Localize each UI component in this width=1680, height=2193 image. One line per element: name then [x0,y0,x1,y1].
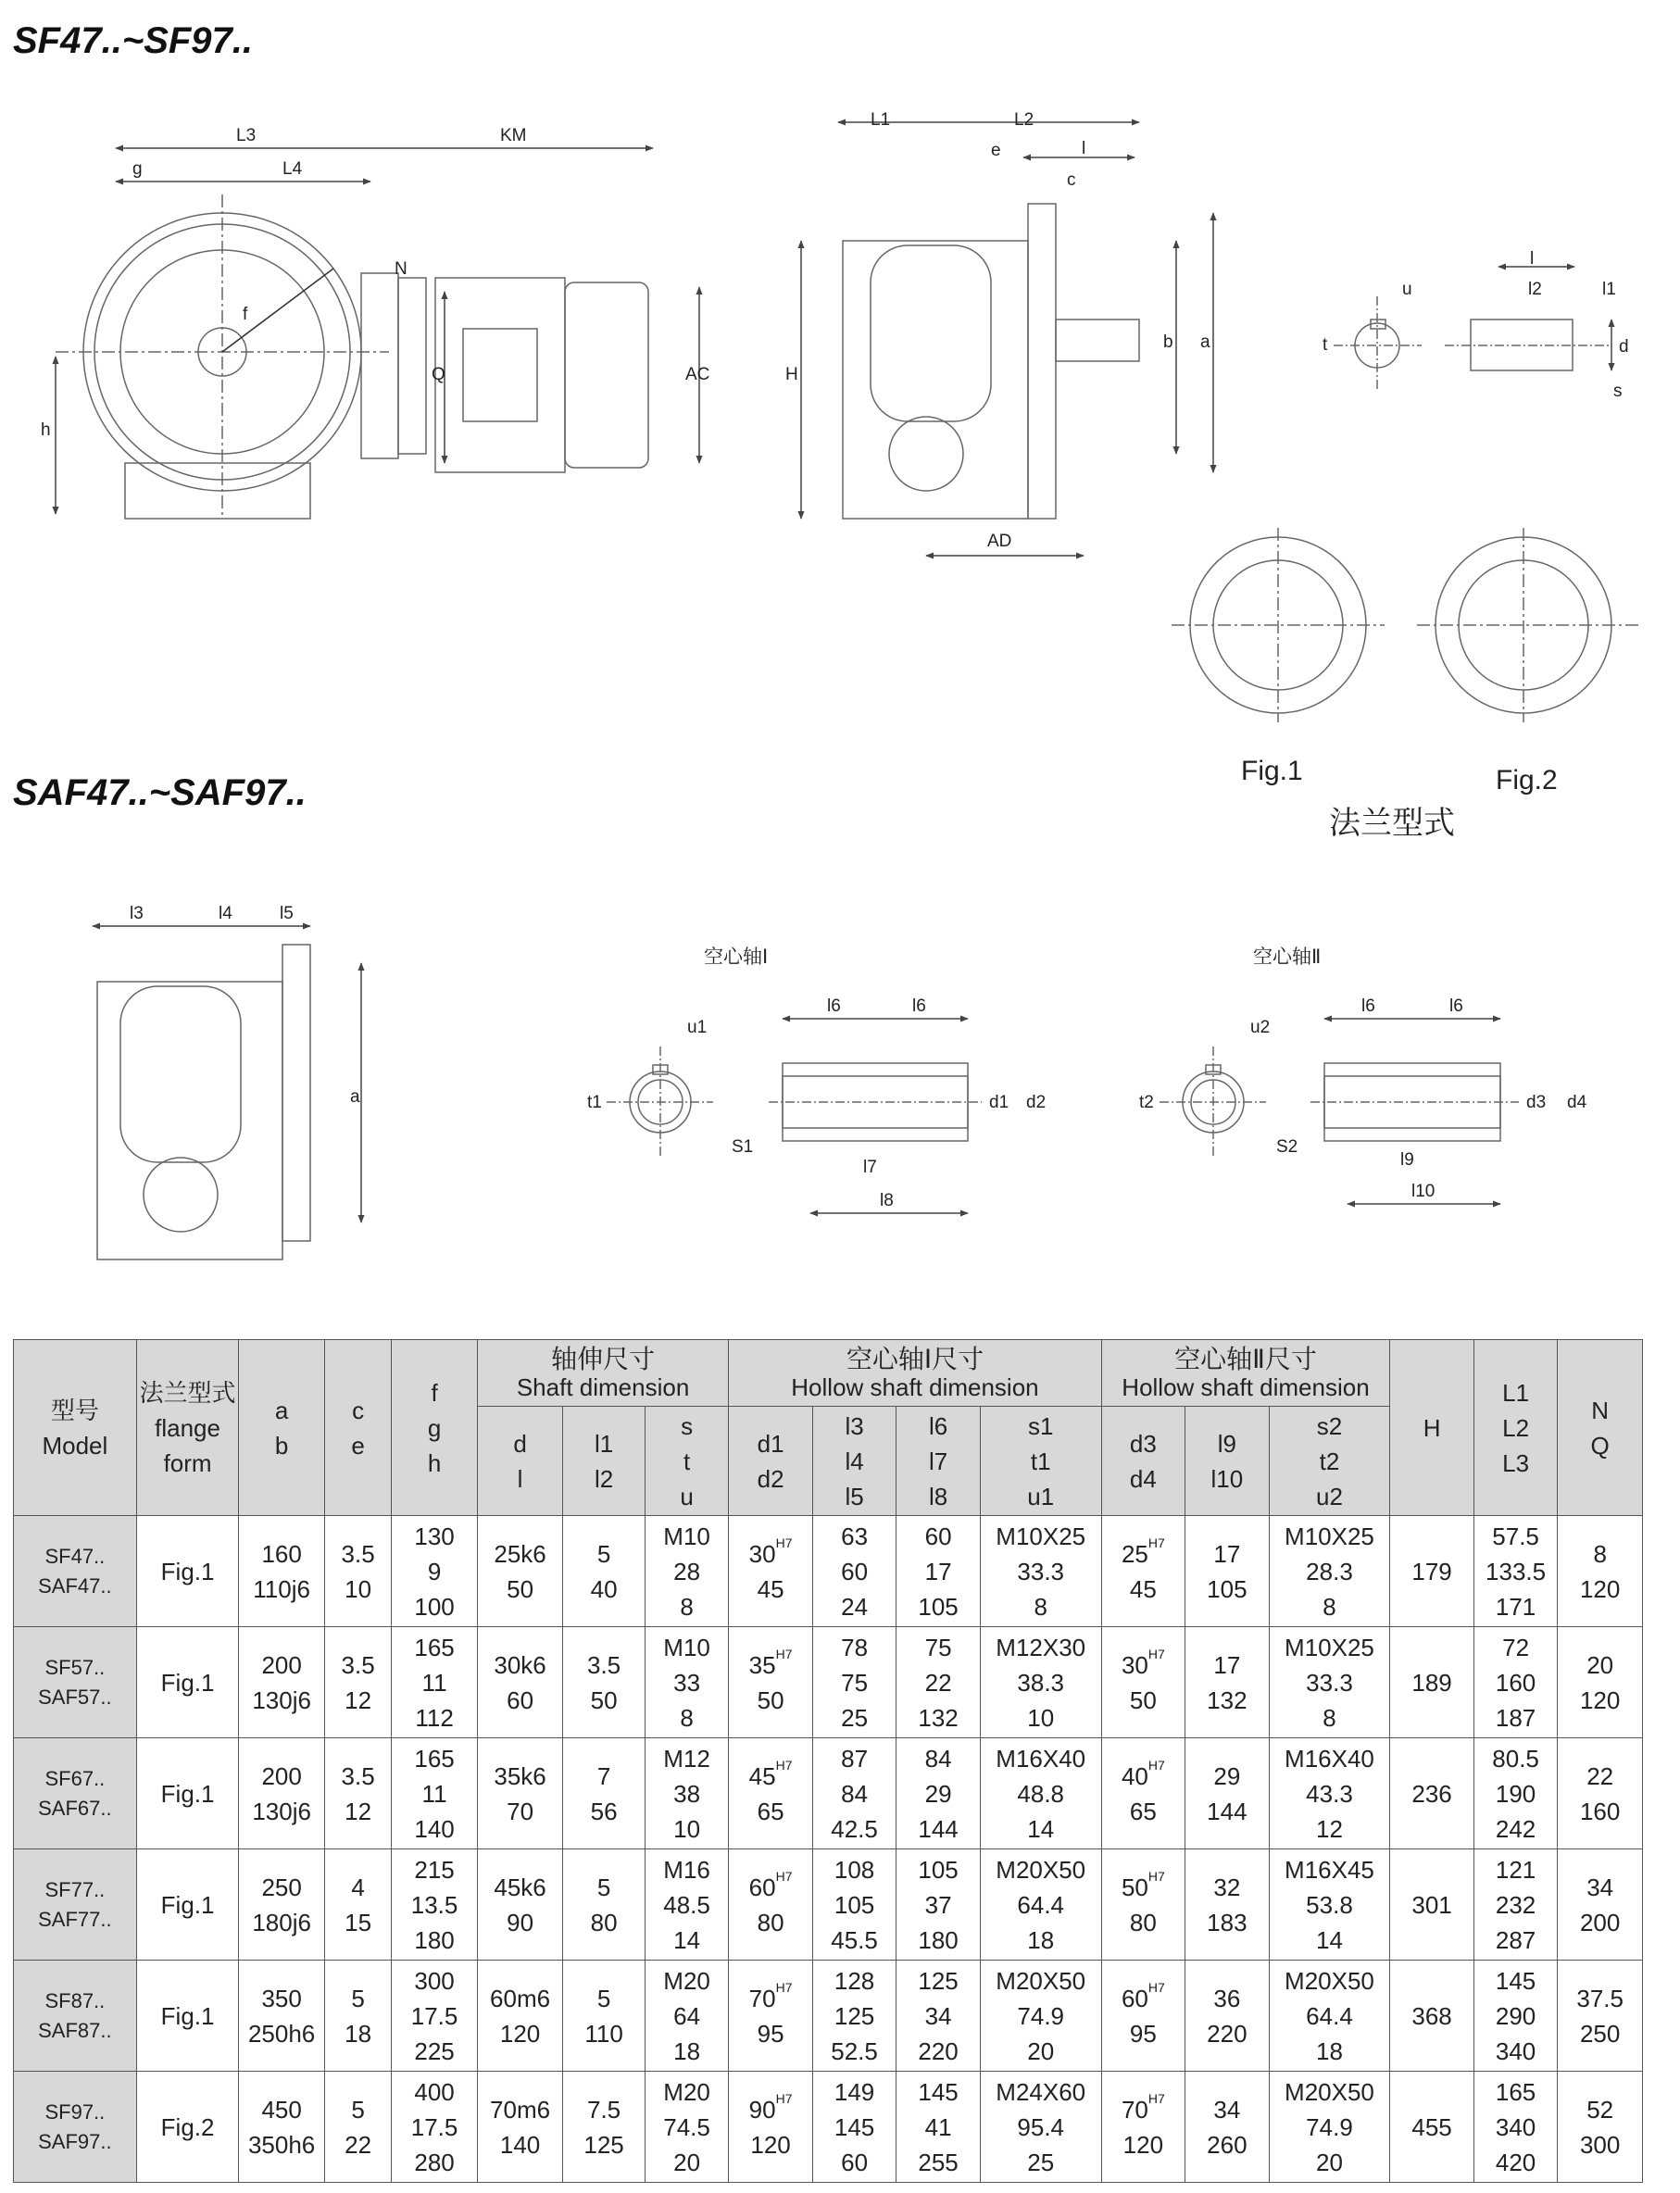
dim-label-u1: u1 [687,1018,708,1037]
flange-form-cn-label: 法兰型式 [1329,806,1455,841]
cell-NQ: 52 300 [1558,2072,1643,2183]
cell-d3d4: $50^{H7}$ 80 [1101,1849,1185,1961]
cell-s1t1u1: M16X40 48.8 14 [980,1738,1101,1849]
cell-l9l10: 29 144 [1185,1738,1270,1849]
dim-label-d4: d4 [1567,1093,1587,1112]
dim-label-L3: L3 [236,126,257,145]
cell-l3l4l5: 108 105 45.5 [812,1849,896,1961]
cell-dl: 30k6 60 [477,1627,563,1738]
cell-l6l7l8: 145 41 255 [896,2072,981,2183]
dim-label-l9: l9 [1400,1150,1414,1170]
cell-l3l4l5: 149 145 60 [812,2072,896,2183]
cell-flange-form: Fig.1 [136,1516,239,1627]
dim-label-t: t [1323,335,1328,355]
table-row [14,1738,1643,1849]
dim-label-d2: d2 [1026,1093,1047,1112]
cell-d1d2: $45^{H7}$ 65 [729,1738,813,1849]
fig1-label: Fig.1 [1241,756,1303,786]
cell-s1t1u1: M10X25 33.3 8 [980,1516,1101,1627]
cell-s2t2u2: M10X25 33.3 8 [1269,1627,1390,1738]
cell-H: 236 [1390,1738,1474,1849]
header-l9l10: l9 l10 [1185,1407,1270,1516]
cell-dl: 45k6 90 [477,1849,563,1961]
dim-label-l1: l1 [1602,280,1616,299]
cell-l3l4l5: 128 125 52.5 [812,1961,896,2072]
dim-label-c: c [1067,170,1076,190]
cell-model: SF67.. SAF67.. [14,1738,137,1849]
header-d3d4: d3 d4 [1101,1407,1185,1516]
dim-label-l2: l2 [1528,280,1542,299]
cell-d1d2: $35^{H7}$ 50 [729,1627,813,1738]
dim-label-l10: l10 [1411,1182,1436,1201]
dim-label-l7: l7 [863,1158,877,1177]
cell-fgh: 130 9 100 [392,1516,478,1627]
header-hollow-shaft-2: 空心轴Ⅱ尺寸 Hollow shaft dimension [1101,1340,1390,1407]
cell-ce: 3.5 12 [324,1738,391,1849]
cell-l6l7l8: 105 37 180 [896,1849,981,1961]
cell-l3l4l5: 78 75 25 [812,1627,896,1738]
dim-label-l: l [1082,139,1086,158]
table-body [14,1516,1643,2183]
dim-label-l6-a: l6 [827,996,841,1016]
dim-label-h: h [41,420,51,440]
hollow-shaft-1-drawing [607,1019,982,1213]
cell-flange-form: Fig.1 [136,1849,239,1961]
cell-ce: 3.5 10 [324,1516,391,1627]
dim-label-u: u [1402,280,1412,299]
dim-label-l8: l8 [880,1191,894,1210]
cell-NQ: 37.5 250 [1558,1961,1643,2072]
cell-flange-form: Fig.1 [136,1961,239,2072]
dim-label-f: f [243,305,248,324]
header-d1d2: d1 d2 [729,1407,813,1516]
cell-l1l2: 5 40 [563,1516,646,1627]
table-header [14,1340,1643,1516]
cell-dl: 70m6 140 [477,2072,563,2183]
cell-d3d4: $40^{H7}$ 65 [1101,1738,1185,1849]
cell-l3l4l5: 63 60 24 [812,1516,896,1627]
cell-model: SF47.. SAF47.. [14,1516,137,1627]
dim-label-l6-b: l6 [912,996,926,1016]
cell-d3d4: $30^{H7}$ 50 [1101,1627,1185,1738]
table-row [14,1961,1643,2072]
cell-l1l2: 5 110 [563,1961,646,2072]
fig2-label: Fig.2 [1496,765,1558,796]
cell-L123: 121 232 287 [1473,1849,1558,1961]
cell-l1l2: 3.5 50 [563,1627,646,1738]
cell-L123: 80.5 190 242 [1473,1738,1558,1849]
cell-l9l10: 34 260 [1185,2072,1270,2183]
cell-l9l10: 17 105 [1185,1516,1270,1627]
cell-l1l2: 5 80 [563,1849,646,1961]
table-row [14,1627,1643,1738]
header-dl: d l [477,1407,563,1516]
header-l3l4l5: l3 l4 l5 [812,1407,896,1516]
dim-label-s: s [1613,382,1623,401]
cell-s1t1u1: M12X30 38.3 10 [980,1627,1101,1738]
cell-fgh: 300 17.5 225 [392,1961,478,2072]
dim-label-u2: u2 [1250,1018,1271,1037]
dimension-table [13,1339,1643,2183]
dim-label-l6-c: l6 [1361,996,1375,1016]
cell-stu: M16 48.5 14 [645,1849,729,1961]
header-H: H [1390,1340,1474,1516]
hollow-shaft-2-drawing [1160,1019,1519,1204]
cell-L123: 72 160 187 [1473,1627,1558,1738]
dim-label-t1: t1 [587,1093,602,1112]
cell-s2t2u2: M20X50 74.9 20 [1269,2072,1390,2183]
cell-l1l2: 7 56 [563,1738,646,1849]
sf-series-heading: SF47..~SF97.. [13,20,254,61]
cell-s2t2u2: M16X40 43.3 12 [1269,1738,1390,1849]
header-flange-form: 法兰型式 flange form [136,1340,239,1516]
table-row [14,1516,1643,1627]
header-fgh: f g h [392,1340,478,1516]
sf-front-view-drawing [56,148,699,519]
dim-label-e: e [991,141,1001,160]
cell-fgh: 165 11 140 [392,1738,478,1849]
cell-stu: M10 33 8 [645,1627,729,1738]
cell-d1d2: $30^{H7}$ 45 [729,1516,813,1627]
cell-s2t2u2: M10X25 28.3 8 [1269,1516,1390,1627]
cell-stu: M20 64 18 [645,1961,729,2072]
header-shaft-dimension: 轴伸尺寸 Shaft dimension [477,1340,729,1407]
header-NQ: N Q [1558,1340,1643,1516]
dim-label-L4: L4 [282,159,303,179]
cell-ce: 4 15 [324,1849,391,1961]
cell-ce: 5 22 [324,2072,391,2183]
cell-dl: 35k6 70 [477,1738,563,1849]
header-model: 型号 Model [14,1340,137,1516]
dim-label-g: g [132,159,143,179]
cell-ab: 200 130j6 [239,1627,325,1738]
cell-H: 179 [1390,1516,1474,1627]
dim-label-AD: AD [987,532,1012,551]
saf-series-heading: SAF47..~SAF97.. [13,772,307,813]
cell-fgh: 400 17.5 280 [392,2072,478,2183]
cell-fgh: 215 13.5 180 [392,1849,478,1961]
cell-model: SF77.. SAF77.. [14,1849,137,1961]
cell-ab: 250 180j6 [239,1849,325,1961]
cell-L123: 145 290 340 [1473,1961,1558,2072]
dim-label-l4: l4 [219,904,232,923]
cell-stu: M20 74.5 20 [645,2072,729,2183]
cell-NQ: 34 200 [1558,1849,1643,1961]
cell-l6l7l8: 125 34 220 [896,1961,981,2072]
dim-label-L1: L1 [871,110,891,130]
dim-label-d3: d3 [1526,1093,1547,1112]
dim-label-S1: S1 [732,1137,754,1157]
cell-d3d4: $60^{H7}$ 95 [1101,1961,1185,2072]
cell-s1t1u1: M24X60 95.4 25 [980,2072,1101,2183]
cell-l1l2: 7.5 125 [563,2072,646,2183]
cell-ab: 350 250h6 [239,1961,325,2072]
header-l6l7l8: l6 l7 l8 [896,1407,981,1516]
dim-label-L2: L2 [1014,110,1034,130]
header-s1t1u1: s1 t1 u1 [980,1407,1101,1516]
header-s2t2u2: s2 t2 u2 [1269,1407,1390,1516]
cell-l9l10: 32 183 [1185,1849,1270,1961]
cell-l6l7l8: 75 22 132 [896,1627,981,1738]
dim-label-AC: AC [685,365,710,384]
cell-model: SF87.. SAF87.. [14,1961,137,2072]
flange-fig2-drawing [1417,528,1639,722]
dim-label-a: a [1200,332,1210,352]
dim-label-N: N [395,259,407,279]
dim-label-b: b [1163,332,1173,352]
cell-d1d2: $90^{H7}$ 120 [729,2072,813,2183]
flange-fig1-drawing [1172,528,1385,722]
hollow-shaft-1-cn-label: 空心轴Ⅰ [704,946,769,968]
cell-d3d4: $25^{H7}$ 45 [1101,1516,1185,1627]
dim-label-a-saf: a [350,1087,360,1107]
cell-s1t1u1: M20X50 64.4 18 [980,1849,1101,1961]
hollow-shaft-2-cn-label: 空心轴Ⅱ [1253,946,1322,968]
cell-l9l10: 36 220 [1185,1961,1270,2072]
cell-flange-form: Fig.1 [136,1627,239,1738]
dim-label-l6-d: l6 [1449,996,1463,1016]
cell-ce: 5 18 [324,1961,391,2072]
cell-dl: 25k6 50 [477,1516,563,1627]
header-stu: s t u [645,1407,729,1516]
cell-l9l10: 17 132 [1185,1627,1270,1738]
dim-label-KM: KM [500,126,527,145]
cell-H: 301 [1390,1849,1474,1961]
cell-d3d4: $70^{H7}$ 120 [1101,2072,1185,2183]
cell-NQ: 8 120 [1558,1516,1643,1627]
cell-ab: 450 350h6 [239,2072,325,2183]
cell-s1t1u1: M20X50 74.9 20 [980,1961,1101,2072]
solid-shaft-detail-drawing [1334,267,1611,389]
table-row [14,1849,1643,1961]
cell-flange-form: Fig.1 [136,1738,239,1849]
cell-d1d2: $60^{H7}$ 80 [729,1849,813,1961]
header-hollow-shaft-1: 空心轴Ⅰ尺寸 Hollow shaft dimension [729,1340,1101,1407]
cell-L123: 165 340 420 [1473,2072,1558,2183]
dim-label-H: H [785,365,798,384]
cell-l6l7l8: 60 17 105 [896,1516,981,1627]
cell-ab: 200 130j6 [239,1738,325,1849]
cell-fgh: 165 11 112 [392,1627,478,1738]
cell-s2t2u2: M16X45 53.8 14 [1269,1849,1390,1961]
header-L123: L1 L2 L3 [1473,1340,1558,1516]
header-l1l2: l1 l2 [563,1407,646,1516]
cell-model: SF57.. SAF57.. [14,1627,137,1738]
dim-label-d1: d1 [989,1093,1009,1112]
cell-stu: M10 28 8 [645,1516,729,1627]
cell-H: 189 [1390,1627,1474,1738]
dim-label-t2: t2 [1139,1093,1154,1112]
cell-ce: 3.5 12 [324,1627,391,1738]
cell-NQ: 22 160 [1558,1738,1643,1849]
cell-l6l7l8: 84 29 144 [896,1738,981,1849]
sf-side-view-drawing [801,122,1213,556]
cell-model: SF97.. SAF97.. [14,2072,137,2183]
cell-d1d2: $70^{H7}$ 95 [729,1961,813,2072]
cell-L123: 57.5 133.5 171 [1473,1516,1558,1627]
cell-NQ: 20 120 [1558,1627,1643,1738]
cell-stu: M12 38 10 [645,1738,729,1849]
table-row [14,2072,1643,2183]
cell-ab: 160 110j6 [239,1516,325,1627]
dim-label-d: d [1619,337,1629,357]
dim-label-l-shaft: l [1530,249,1535,269]
cell-s2t2u2: M20X50 64.4 18 [1269,1961,1390,2072]
cell-flange-form: Fig.2 [136,2072,239,2183]
dim-label-l3: l3 [130,904,144,923]
dim-label-l5: l5 [280,904,294,923]
cell-H: 455 [1390,2072,1474,2183]
dim-label-Q: Q [432,365,445,384]
cell-l3l4l5: 87 84 42.5 [812,1738,896,1849]
dim-label-S2: S2 [1276,1137,1298,1157]
cell-dl: 60m6 120 [477,1961,563,2072]
saf-side-view-drawing [93,926,361,1259]
cell-H: 368 [1390,1961,1474,2072]
header-ab: a b [239,1340,325,1516]
header-ce: c e [324,1340,391,1516]
